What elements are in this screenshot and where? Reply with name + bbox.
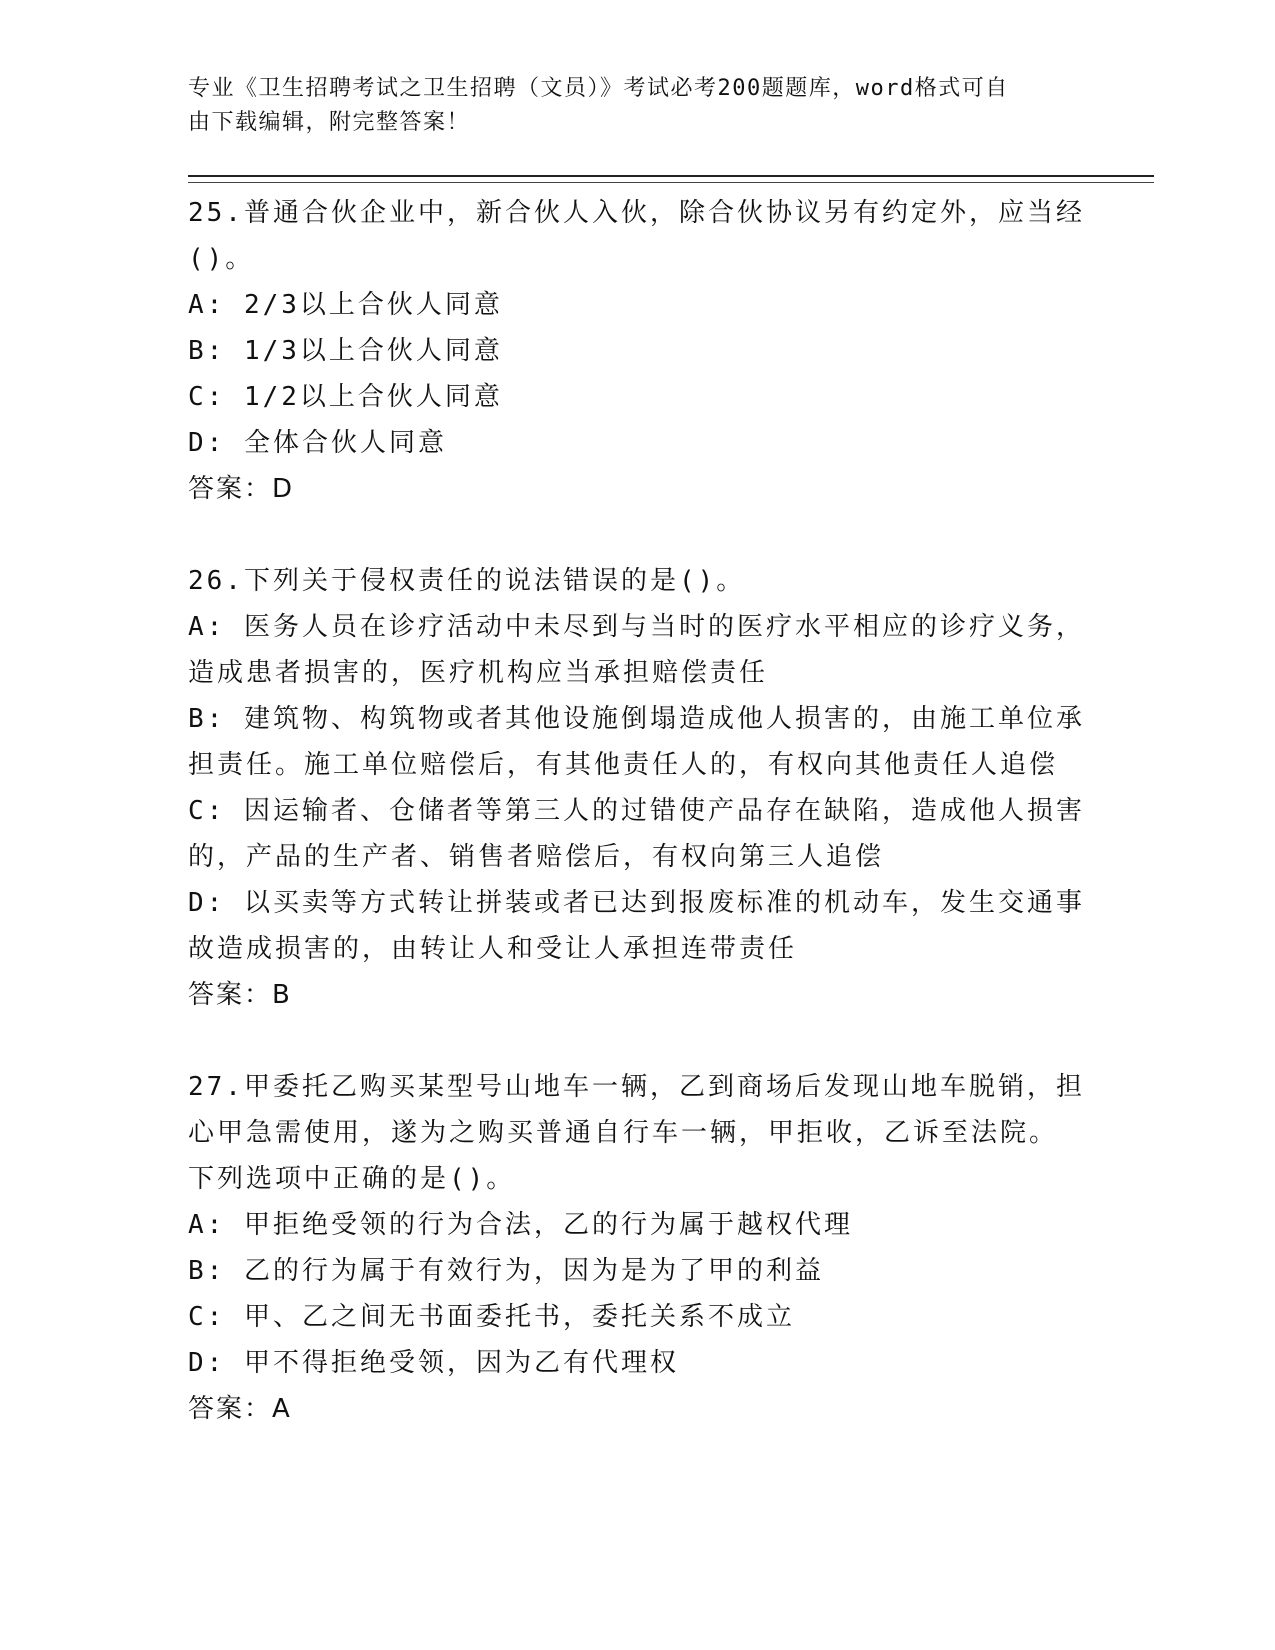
option-c: C: 因运输者、仓储者等第三人的过错使产品存在缺陷，造成他人损害 xyxy=(188,796,1085,826)
option-b-cont: 担责任。施工单位赔偿后，有其他责任人的，有权向其他责任人追偿 xyxy=(188,750,1059,780)
question-list xyxy=(188,190,1088,1432)
spacer xyxy=(188,512,1088,558)
header-line: 由下载编辑，附完整答案！ xyxy=(188,110,471,135)
option-b: B: 乙的行为属于有效行为，因为是为了甲的利益 xyxy=(188,1256,824,1286)
option-c-cont: 的，产品的生产者、销售者赔偿后，有权向第三人追偿 xyxy=(188,842,885,872)
option-d: D: 甲不得拒绝受领，因为乙有代理权 xyxy=(188,1348,679,1378)
question-stem: 25.普通合伙企业中，新合伙人入伙，除合伙协议另有约定外，应当经 xyxy=(188,198,1085,228)
answer-line: 答案：B xyxy=(188,980,292,1010)
question-stem: 心甲急需使用，遂为之购买普通自行车一辆，甲拒收，乙诉至法院。 xyxy=(188,1118,1059,1148)
option-b: B: 1/3以上合伙人同意 xyxy=(188,336,503,366)
option-a: A: 2/3以上合伙人同意 xyxy=(188,290,503,320)
option-a: A: 甲拒绝受领的行为合法，乙的行为属于越权代理 xyxy=(188,1210,853,1240)
option-b: B: 建筑物、构筑物或者其他设施倒塌造成他人损害的，由施工单位承 xyxy=(188,704,1085,734)
option-c: C: 1/2以上合伙人同意 xyxy=(188,382,503,412)
option-d-cont: 故造成损害的，由转让人和受让人承担连带责任 xyxy=(188,934,798,964)
question-stem: 下列选项中正确的是()。 xyxy=(188,1164,516,1194)
option-a: A: 医务人员在诊疗活动中未尽到与当时的医疗水平相应的诊疗义务， xyxy=(188,612,1085,642)
answer-line: 答案：A xyxy=(188,1394,292,1424)
option-d: D: 全体合伙人同意 xyxy=(188,428,447,458)
question-block xyxy=(188,190,1088,512)
question-stem: 27.甲委托乙购买某型号山地车一辆，乙到商场后发现山地车脱销，担 xyxy=(188,1072,1085,1102)
option-c: C: 甲、乙之间无书面委托书，委托关系不成立 xyxy=(188,1302,795,1332)
question-stem: 26.下列关于侵权责任的说法错误的是()。 xyxy=(188,566,746,596)
option-d: D: 以买卖等方式转让拼装或者已达到报废标准的机动车，发生交通事 xyxy=(188,888,1085,918)
option-a-cont: 造成患者损害的，医疗机构应当承担赔偿责任 xyxy=(188,658,769,688)
question-block xyxy=(188,558,1088,1018)
spacer xyxy=(188,1018,1088,1064)
header-divider-thin xyxy=(188,182,1154,183)
question-block xyxy=(188,1064,1088,1432)
answer-line: 答案：D xyxy=(188,474,295,504)
header-divider xyxy=(188,175,1154,177)
document-header xyxy=(188,72,1078,140)
header-line: 专业《卫生招聘考试之卫生招聘（文员）》考试必考200题题库，word格式可自 xyxy=(188,76,1009,101)
question-stem: ()。 xyxy=(188,244,255,274)
